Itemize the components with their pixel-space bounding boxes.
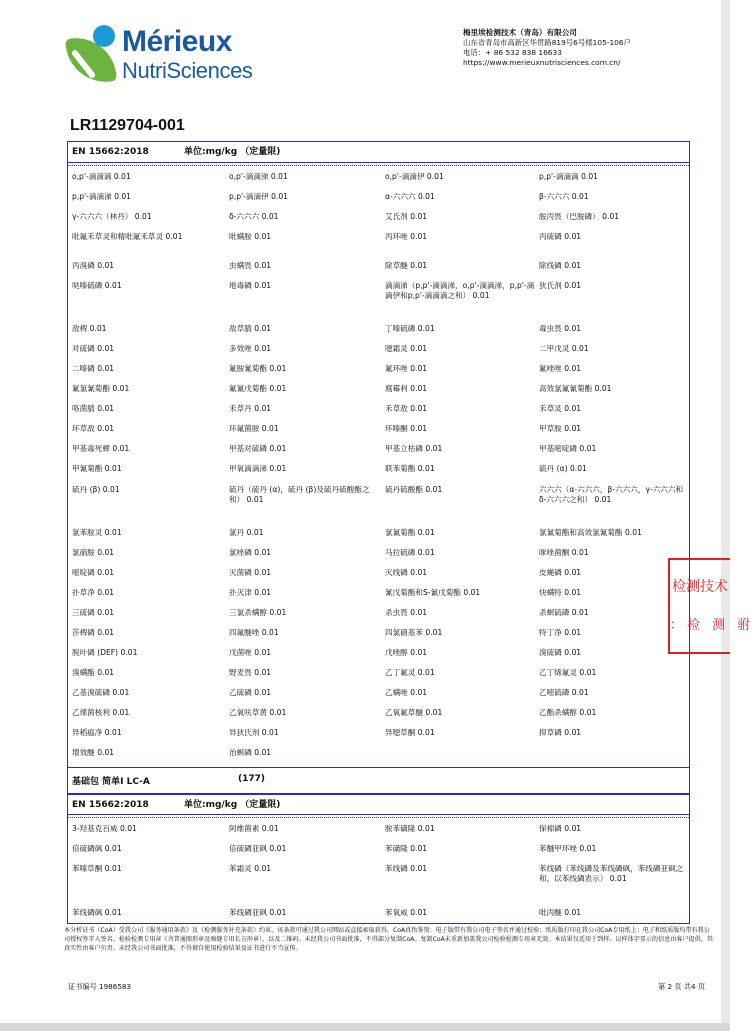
company-address: 山东省青岛市高新区华贯路819号6号楼105-106户 — [463, 38, 631, 47]
analyte-cell: 环草敌 0.01 — [72, 424, 115, 433]
analyte-cell: 三氯杀螨醇 0.01 — [229, 608, 287, 617]
analyte-cell: 腐霉利 0.01 — [385, 384, 428, 393]
analyte-cell: 高效氯氟氰菊酯 0.01 — [539, 384, 612, 393]
analyte-cell: γ-六六六（林丹） 0.01 — [72, 212, 152, 221]
analyte-cell: 甲基立枯磷 0.01 — [385, 444, 443, 453]
analyte-cell: 灭菌磷 0.01 — [229, 568, 272, 577]
analyte-cell: 甲基毒死蜱 0.01 — [72, 444, 130, 453]
analyte-cell: 对硫磷 0.01 — [72, 344, 115, 353]
analyte-cell: 硫丹 (α) 0.01 — [539, 464, 587, 473]
stamp-text-line2: ：检 测 驸 — [670, 618, 754, 633]
analyte-cell: 丙溴磷 0.01 — [72, 261, 115, 270]
analyte-cell: 禾草灵 0.01 — [539, 404, 582, 413]
analyte-cell: 吡丙醚 0.01 — [539, 908, 582, 917]
analyte-cell: 三硫磷 0.01 — [72, 608, 115, 617]
analyte-cell: 虫螨畏 0.01 — [229, 261, 272, 270]
analyte-cell: 阿维菌素 0.01 — [229, 824, 279, 833]
analyte-cell: 保棉磷 0.01 — [539, 824, 582, 833]
analyte-cell: o,p'-滴滴涕 0.01 — [229, 172, 288, 181]
package-header — [67, 768, 690, 794]
analyte-cell: 敌稗 0.01 — [72, 324, 107, 333]
analyte-cell: 苯线磷（苯线磷及苯线磷砜，苯线磷亚砜之和，以苯线磷表示） 0.01 — [539, 864, 684, 883]
logo-name: Mérieux — [122, 25, 232, 58]
analyte-cell: 皮蝇磷 0.01 — [539, 568, 582, 577]
analyte-cell: 除线磷 0.01 — [539, 261, 582, 270]
analyte-cell: 炔螨特 0.01 — [539, 588, 582, 597]
analyte-cell: 异狄氏剂 0.01 — [229, 728, 279, 737]
analyte-cell: 乙氧氟草醚 0.01 — [385, 708, 443, 717]
analyte-cell: 艾氏剂 0.01 — [385, 212, 428, 221]
analyte-cell: 增效醚 0.01 — [72, 748, 115, 757]
analyte-cell: 噁霜灵 0.01 — [385, 344, 428, 353]
analyte-cell: 苯氧威 0.01 — [385, 908, 428, 917]
package-count: (177) — [238, 774, 266, 784]
analyte-cell: 环氟菌胺 0.01 — [229, 424, 279, 433]
analyte-cell: p,p'-滴滴涕 0.01 — [72, 192, 131, 201]
analyte-cell: 氯苯胺灵 0.01 — [72, 528, 122, 537]
analyte-cell: 氯氰菊酯和高效氯氰菊酯 0.01 — [539, 528, 642, 537]
analyte-cell: 硫丹（硫丹 (α)，硫丹 (β)及硫丹硫酸酯之和） 0.01 — [229, 485, 370, 504]
analyte-cell: 丙硫磷 0.01 — [539, 232, 582, 241]
analyte-cell: 灭线磷 0.01 — [385, 568, 428, 577]
page-number: 第 2 页 共4 页 — [658, 982, 706, 991]
analyte-cell: o,p'-滴滴伊 0.01 — [385, 172, 444, 181]
analyte-cell: 硫丹 (β) 0.01 — [72, 485, 120, 494]
analyte-cell: 四氟醚唑 0.01 — [229, 628, 279, 637]
analyte-cell: 苯磺隆 0.01 — [385, 844, 428, 853]
analyte-cell: 乙氧呋草黄 0.01 — [229, 708, 287, 717]
analyte-cell: 氰戊菊酯和S-氰戊菊酯 0.01 — [385, 588, 481, 597]
analyte-cell: 氯硝胺 0.01 — [72, 548, 115, 557]
analyte-cell: 嘧啶磷 0.01 — [72, 568, 115, 577]
dotted-divider — [68, 817, 689, 818]
company-info — [463, 28, 631, 68]
analyte-cell: 多效唑 0.01 — [229, 344, 272, 353]
page-right-margin — [721, 0, 730, 1023]
analyte-cell: 胺丙畏（巴胺磷） 0.01 — [539, 212, 620, 221]
results-table-1 — [67, 141, 690, 768]
analyte-cell: 滴滴涕（p,p'-滴滴涕，o,p'-滴滴涕，p,p'-滴滴伊和p,p'-滴滴滴之和） 0.01 — [385, 281, 535, 300]
analyte-cell: 二嗪磷 0.01 — [72, 364, 115, 373]
section-header — [68, 142, 689, 163]
analyte-cell: 咪唑菌酮 0.01 — [539, 548, 589, 557]
analyte-cell: 苯霜灵 0.01 — [229, 864, 272, 873]
analyte-cell: 杀螟硫磷 0.01 — [539, 608, 589, 617]
unit-label: 单位:mg/kg （定量限) — [184, 147, 281, 157]
analyte-cell: 毒虫畏 0.01 — [539, 324, 582, 333]
analyte-cell: 杀虫畏 0.01 — [385, 608, 428, 617]
analyte-cell: 乙基溴硫磷 0.01 — [72, 688, 130, 697]
company-name: 梅里埃检测技术（青岛）有限公司 — [463, 28, 577, 37]
analyte-cell: 硫丹硫酸酯 0.01 — [385, 485, 443, 494]
analyte-cell: 乙硫磷 0.01 — [229, 688, 272, 697]
analyte-cell: 禾草敌 0.01 — [385, 404, 428, 413]
analyte-cell: 莎稗磷 0.01 — [72, 628, 115, 637]
analyte-cell: 哒嗪硫磷 0.01 — [72, 281, 122, 290]
analyte-cell: 咯菌腈 0.01 — [72, 404, 115, 413]
analyte-cell: 戊菌唑 0.01 — [229, 648, 272, 657]
analyte-cell: 吡氟禾草灵和精吡氟禾草灵 0.01 — [72, 232, 183, 241]
analyte-cell: 倍硫磷砜 0.01 — [72, 844, 122, 853]
report-id: LR1129704-001 — [70, 117, 185, 134]
analyte-cell: 溴硫磷 0.01 — [539, 648, 582, 657]
analyte-cell: o,p'-滴滴滴 0.01 — [72, 172, 131, 181]
analyte-cell: 异稻瘟净 0.01 — [72, 728, 122, 737]
analyte-cell: 扑草净 0.01 — [72, 588, 115, 597]
analyte-cell: p,p'-滴滴伊 0.01 — [229, 192, 288, 201]
analyte-cell: 吡螨胺 0.01 — [229, 232, 272, 241]
analyte-cell: 甲草胺 0.01 — [539, 424, 582, 433]
stamp-text-line1: 检测技术 — [672, 579, 728, 595]
analyte-cell: 倍硫磷亚砜 0.01 — [229, 844, 287, 853]
analyte-cell: 胺苯磺隆 0.01 — [385, 824, 435, 833]
red-seal-stamp — [668, 558, 754, 654]
analyte-cell: 苯线磷 0.01 — [385, 864, 428, 873]
analyte-cell: 敌草腈 0.01 — [229, 324, 272, 333]
analyte-cell: 野麦畏 0.01 — [229, 668, 272, 677]
analyte-cell: 脱叶磷 (DEF) 0.01 — [72, 648, 138, 657]
analyte-cell: 环嗪酮 0.01 — [385, 424, 428, 433]
analyte-cell: 乙丁氟灵 0.01 — [385, 668, 435, 677]
analyte-cell: 氯丹 0.01 — [229, 528, 264, 537]
analyte-cell: 苯线磷砜 0.01 — [72, 908, 122, 917]
analyte-cell: 异噁草酮 0.01 — [385, 728, 435, 737]
disclaimer-text: 本分析证书（CoA）受我公司《服务通用条款》及《检测服务补充条款》约束，该条款可通过我公司网站或直接索取获得。CoA真伪鉴别：电子版带有我公司电子签名并通过校验；纸质版打印在我公司CoA专用纸上；电子和纸质版均带有我公司授权签字人签名、检验检测专用章（含普通图形章及骑缝专用长方形章），以及二维码。未经我公司书面批准，不得部分复制CoA。复制CoA未重新加盖我公司检验检测专用章无效。本结果仅适用于到样。以样体字显示的信息由客户提供，其真实性由客户负责。未经我公司书面批准，不得擅自使用检验结果及证书进行不当宣传。 — [64, 927, 713, 952]
analyte-cell: 二甲戊灵 0.01 — [539, 344, 589, 353]
analyte-cell: 六六六（α-六六六，β-六六六，γ-六六六和δ-六六六之和） 0.01 — [539, 485, 684, 504]
analyte-cell: 甲基嘧啶磷 0.01 — [539, 444, 597, 453]
analyte-cell: 禾草丹 0.01 — [229, 404, 272, 413]
analyte-cell: δ-六六六 0.01 — [229, 212, 279, 221]
analyte-cell: 乙嘧硫磷 0.01 — [539, 688, 589, 697]
analyte-cell: 甲氰菊酯 0.01 — [72, 464, 122, 473]
analyte-cell: 马拉硫磷 0.01 — [385, 548, 435, 557]
certificate-number: 证书编号 1986583 — [68, 982, 132, 991]
analyte-cell: 甲氧滴滴涕 0.01 — [229, 464, 287, 473]
analyte-cell: 苯醚甲环唑 0.01 — [539, 844, 597, 853]
company-website[interactable]: https://www.merieuxnutrisciences.com.cn/ — [463, 58, 621, 67]
package-name: 基础包 简单Ⅰ LC-A — [72, 777, 150, 787]
analyte-cell: 乙螨唑 0.01 — [385, 688, 428, 697]
analyte-cell: 氯氰菊酯 0.01 — [385, 528, 435, 537]
analyte-cell: 丁嗪硫磷 0.01 — [385, 324, 435, 333]
analyte-cell: 溴螨酯 0.01 — [72, 668, 115, 677]
merieux-logo — [64, 25, 254, 91]
page-bottom-edge — [0, 1023, 730, 1031]
company-phone: 电话：+ 86 532 838 16633 — [463, 48, 562, 57]
analyte-cell: 戊唑醇 0.01 — [385, 648, 428, 657]
analyte-cell: 丙环唑 0.01 — [385, 232, 428, 241]
analyte-cell: 乙酯杀螨醇 0.01 — [539, 708, 597, 717]
unit-label: 单位:mg/kg （定量限) — [184, 800, 281, 810]
analyte-cell: 氟胺氰菊酯 0.01 — [229, 364, 287, 373]
analyte-cell: β-六六六 0.01 — [539, 192, 589, 201]
dotted-divider — [68, 165, 689, 166]
analyte-cell: 治螟磷 0.01 — [229, 748, 272, 757]
analyte-cell: 联苯菊酯 0.01 — [385, 464, 435, 473]
method-standard: EN 15662:2018 — [72, 147, 149, 157]
analyte-cell: 狄氏剂 0.01 — [539, 281, 582, 290]
analyte-cell: 苯线磷亚砜 0.01 — [229, 908, 287, 917]
analyte-cell: 甲基对硫磷 0.01 — [229, 444, 287, 453]
analyte-cell: 氟环唑 0.01 — [385, 364, 428, 373]
analyte-cell: 苯嗪草酮 0.01 — [72, 864, 122, 873]
analyte-cell: 扑灭津 0.01 — [229, 588, 272, 597]
analyte-cell: α-六六六 0.01 — [385, 192, 435, 201]
analyte-cell: 除草醚 0.01 — [385, 261, 428, 270]
dot-icon — [93, 25, 115, 47]
analyte-cell: 乙丁烯氟灵 0.01 — [539, 668, 597, 677]
logo-subname: NutriSciences — [122, 58, 253, 83]
analyte-cell: 乙烯菌核利 0.01 — [72, 708, 130, 717]
analyte-cell: 3-羟基克百威 0.01 — [72, 824, 137, 833]
section-header — [68, 794, 689, 815]
analyte-cell: 氯唑磷 0.01 — [229, 548, 272, 557]
analyte-cell: 氟氰戊菊酯 0.01 — [229, 384, 287, 393]
analyte-cell: 特丁净 0.01 — [539, 628, 582, 637]
analyte-cell: 抑草磷 0.01 — [539, 728, 582, 737]
analyte-cell: 氟氯氰菊酯 0.01 — [72, 384, 130, 393]
analyte-cell: p,p'-滴滴滴 0.01 — [539, 172, 598, 181]
analyte-cell: 氟唑唑 0.01 — [539, 364, 582, 373]
results-table-2 — [67, 794, 690, 924]
analyte-cell: 地毒磷 0.01 — [229, 281, 272, 290]
method-standard: EN 15662:2018 — [72, 800, 149, 810]
analyte-cell: 四氯硝基苯 0.01 — [385, 628, 443, 637]
